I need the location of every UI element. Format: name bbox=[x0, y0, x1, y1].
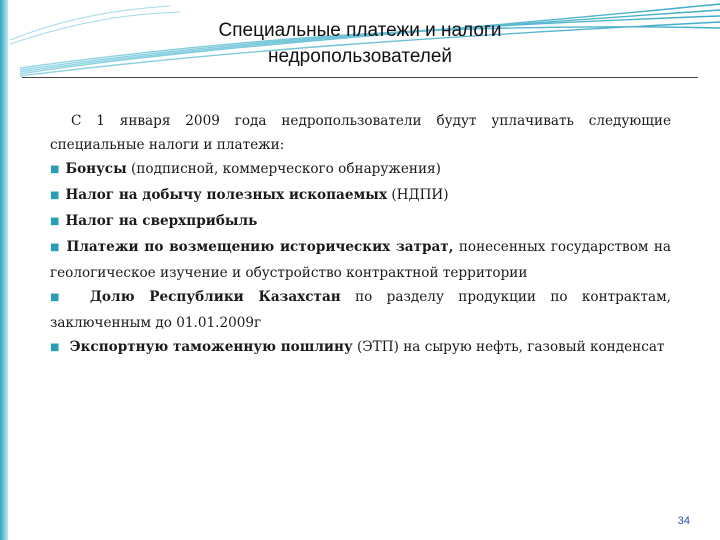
bullet-bold: Платежи по возмещению исторических затрат, bbox=[66, 239, 454, 255]
square-bullet-icon: ■ bbox=[50, 190, 60, 201]
bullet-text: понесенных государством на геологическое изучение и обустройство контрактной территории bbox=[50, 239, 671, 281]
content-body bbox=[50, 109, 671, 361]
bullet-item bbox=[50, 209, 671, 235]
bullet-bold: Налог на добычу полезных ископаемых bbox=[65, 187, 388, 203]
square-bullet-icon: ■ bbox=[50, 342, 60, 353]
bullet-item bbox=[50, 183, 671, 209]
title-line-2: недропользователей bbox=[267, 46, 453, 67]
square-bullet-icon: ■ bbox=[50, 164, 60, 175]
bullet-text: (подписной, коммерческого обнаружения) bbox=[126, 161, 441, 177]
bullet-item bbox=[50, 335, 671, 361]
bullet-bold: Экспортную таможенную пошлину bbox=[69, 339, 353, 355]
bullet-bold: Бонусы bbox=[65, 161, 127, 177]
title-divider bbox=[22, 77, 698, 78]
square-bullet-icon: ■ bbox=[50, 292, 70, 303]
page-number: 34 bbox=[677, 515, 690, 527]
title-line-1: Специальные платежи и налоги bbox=[218, 20, 502, 41]
bullet-text: (НДПИ) bbox=[387, 187, 449, 203]
slide-title bbox=[150, 18, 570, 70]
bullet-bold: Налог на сверхприбыль bbox=[65, 213, 258, 229]
bullet-item bbox=[50, 157, 671, 183]
square-bullet-icon: ■ bbox=[50, 242, 61, 253]
intro-paragraph: С 1 января 2009 года недропользователи будут уплачивать следующие специальные налоги и платежи: bbox=[50, 113, 671, 153]
bullet-text: (ЭТП) на сырую нефть, газовый конденсат bbox=[352, 339, 665, 355]
bullet-item bbox=[50, 285, 671, 335]
bullet-text: по разделу продукции по контрактам, заключенным до 01.01.2009г bbox=[50, 289, 672, 331]
bullet-bold: Долю Республики Казахстан bbox=[89, 289, 341, 305]
bullet-item bbox=[50, 235, 671, 285]
square-bullet-icon: ■ bbox=[50, 216, 60, 227]
